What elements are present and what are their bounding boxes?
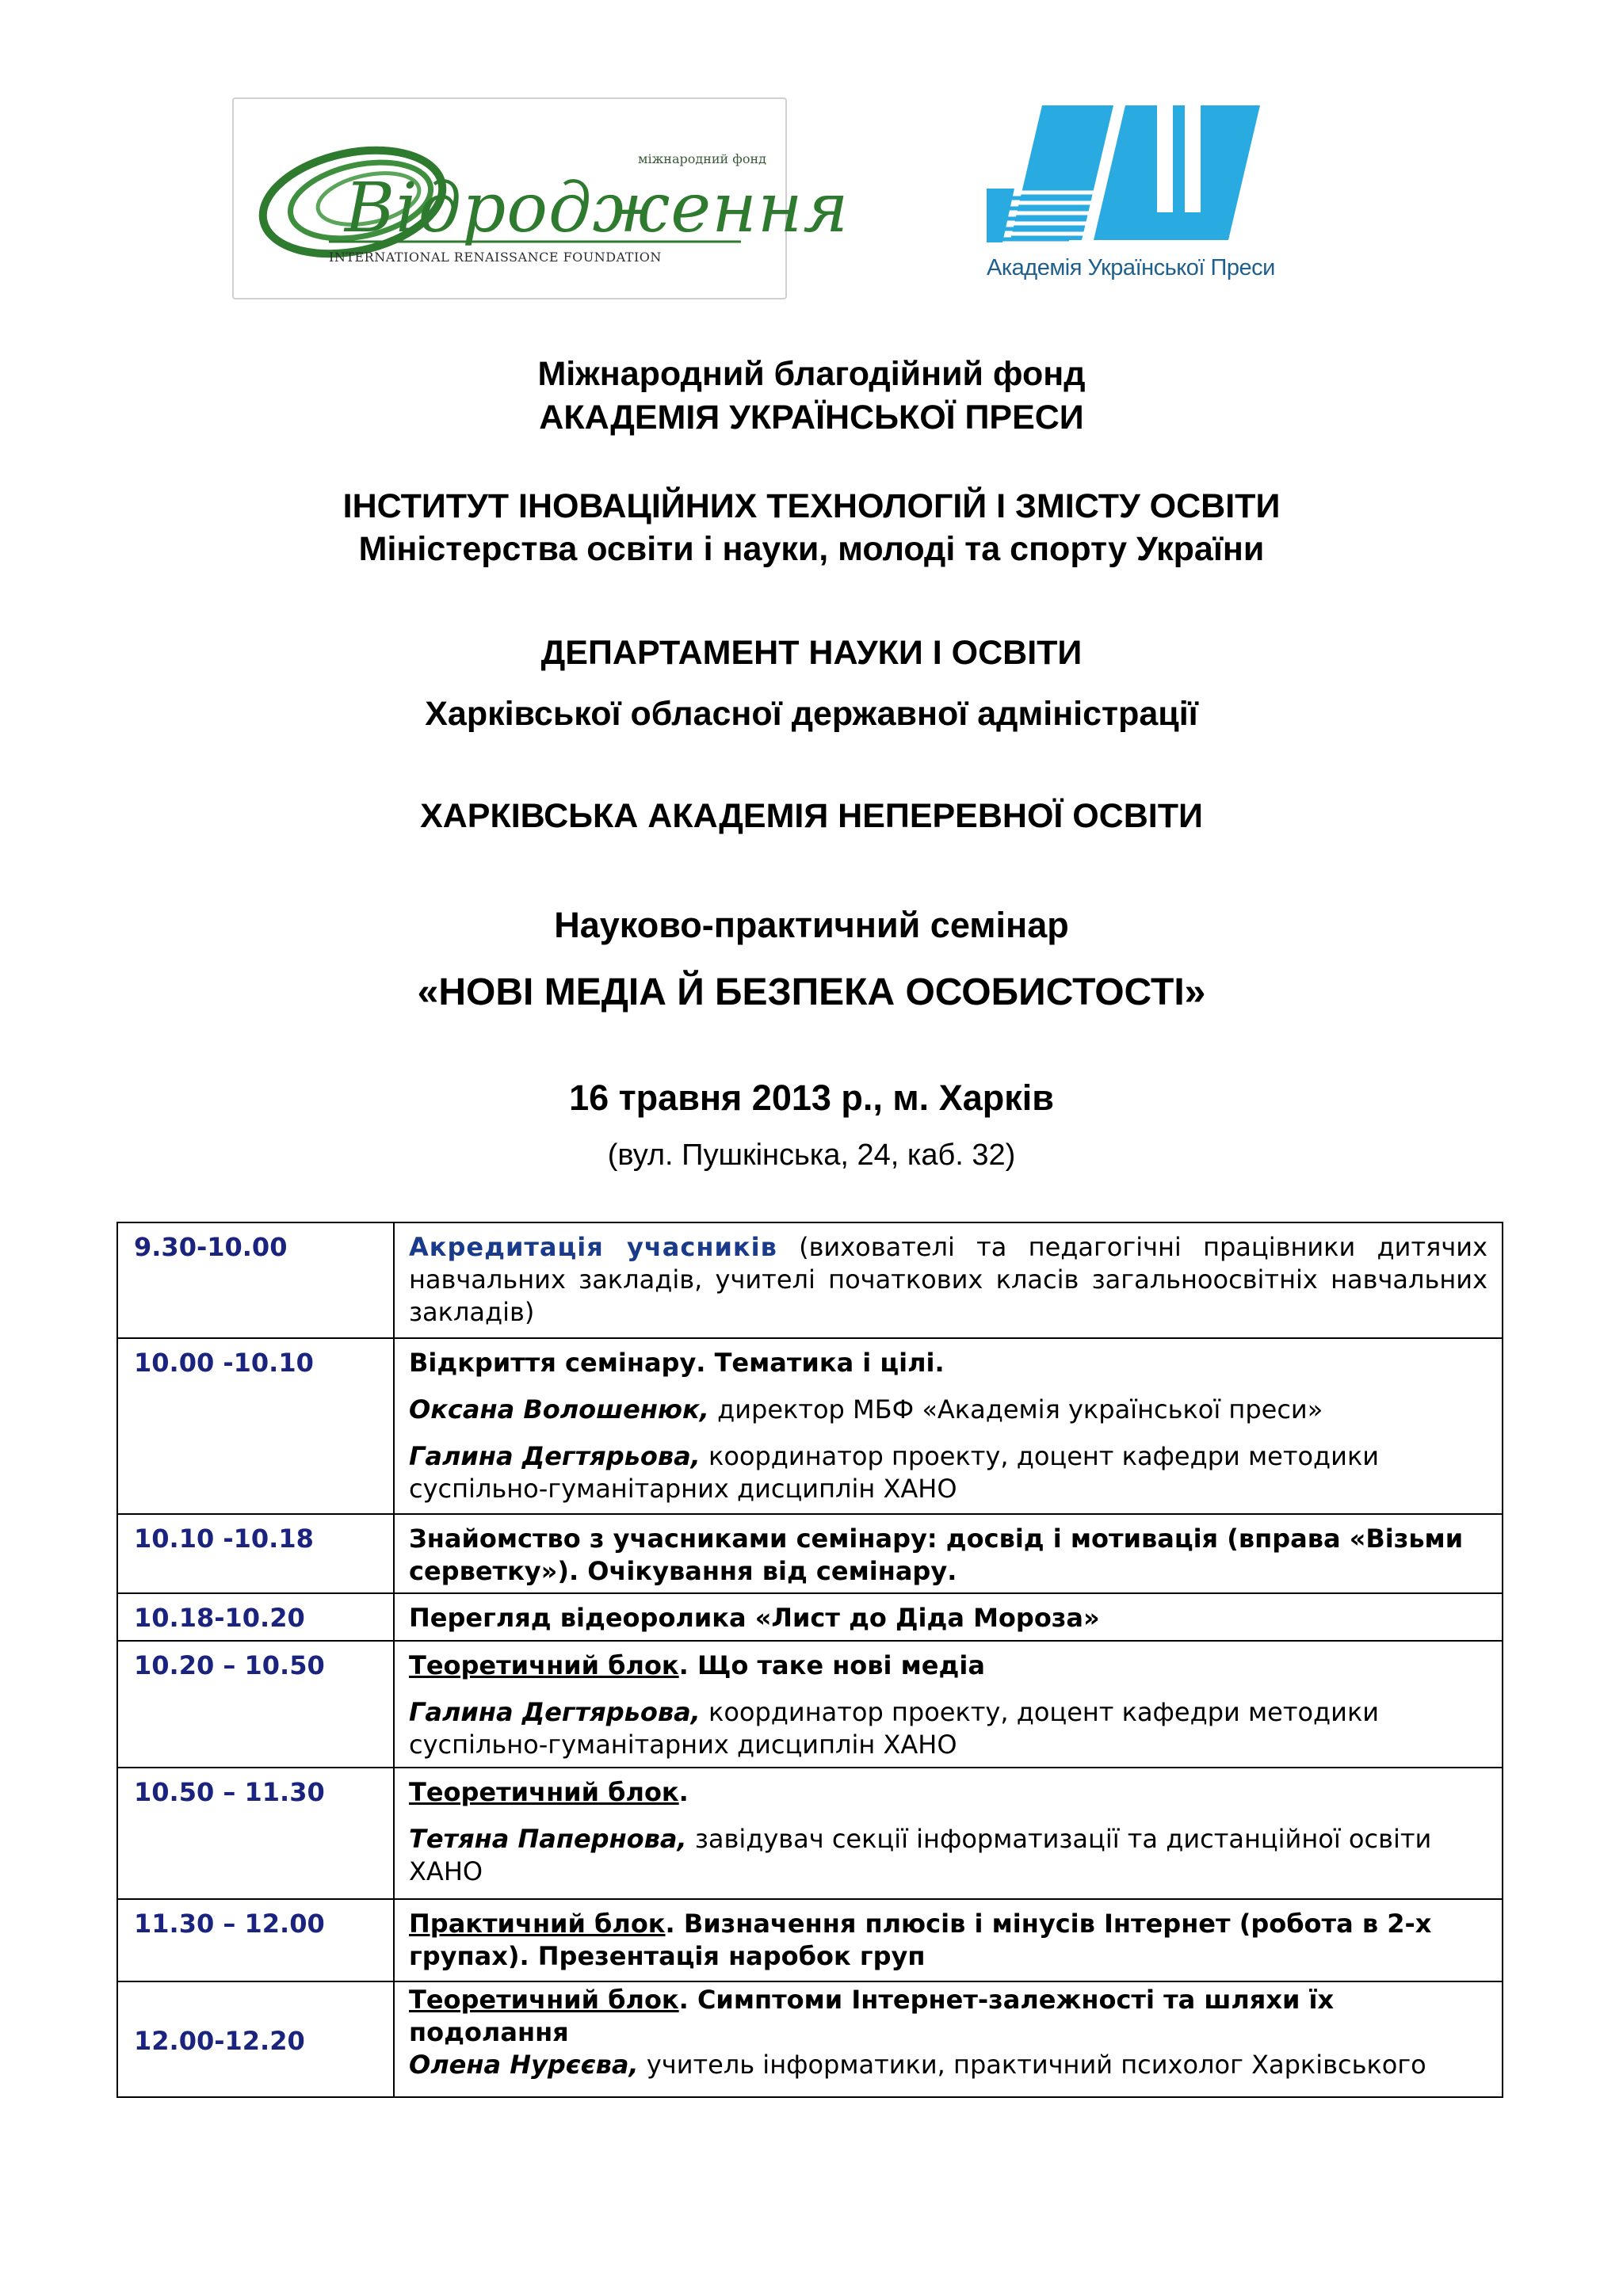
description-cell [394,1641,1503,1768]
table-row [117,1899,1503,1981]
renaissance-english-caption: INTERNATIONAL RENAISSANCE FOUNDATION [329,250,662,265]
session-title: . Визначення плюсів і мінусів Інтернет (робота в 2-х групах). Презентація наробок груп [409,1909,1432,1971]
time-cell: 10.50 – 11.30 [117,1768,394,1899]
event-type: Науково-практичний семінар [554,905,1069,945]
description-cell [394,1222,1503,1338]
org2-line2: Міністерства освіти і науки, молоді та спорту України [358,530,1265,568]
org3-line2: Харківської обласної державної адміністрації [425,695,1198,733]
time-cell: 9.30-10.00 [117,1222,394,1338]
event-address: (вул. Пушкінська, 24, каб. 32) [607,1138,1016,1172]
org3-line1: ДЕПАРТАМЕНТ НАУКИ І ОСВІТИ [540,634,1083,672]
speaker-name: Олена Нурєєва, [409,2049,639,2080]
description-cell [394,1981,1503,2097]
session-title: Знайомство з учасниками семінару: досвід і мотивація (вправа «Візьми серветку»). Очікування від семінару. [409,1524,1464,1586]
table-row [117,1981,1503,2097]
description-cell [394,1593,1503,1641]
speaker-role: учитель інформатики, практичний психолог Харківського [638,2049,1426,2080]
event-date-place: 16 травня 2013 р., м. Харків [569,1077,1054,1118]
renaissance-foundation-logo [232,97,850,299]
time-cell: 10.20 – 10.50 [117,1641,394,1768]
speaker-name: Оксана Волошенюк, [409,1394,709,1425]
block-label: Теоретичний блок [409,1777,679,1807]
time-cell: 11.30 – 12.00 [117,1899,394,1981]
session-title: . Симптоми Інтернет-залежності та шляхи їх подолання [409,1985,1335,2047]
speaker-role: директор МБФ «Академія української преси» [708,1394,1323,1425]
time-cell: 10.10 -10.18 [117,1514,394,1593]
speaker-role: координатор проекту, доцент кафедри методики суспільно-гуманітарних дисциплін ХАНО [409,1696,1380,1760]
description-cell [394,1768,1503,1899]
table-row [117,1641,1503,1768]
time-cell: 12.00-12.20 [117,1981,394,2097]
speaker-role: координатор проекту, доцент кафедри методики суспільно-гуманітарних дисциплін ХАНО [409,1440,1380,1504]
table-row [117,1514,1503,1593]
table-row [117,1222,1503,1338]
speaker-name: Тетяна Папернова, [409,1823,687,1854]
block-label: Теоретичний блок [409,1985,679,2015]
event-title: «НОВІ МЕДІА Й БЕЗПЕКА ОСОБИСТОСТІ» [417,971,1206,1013]
academy-press-logo [987,101,1275,292]
schedule-table [116,1222,1503,2098]
org1-line2: АКАДЕМІЯ УКРАЇНСЬКОЇ ПРЕСИ [539,399,1084,437]
academy-press-emblem-icon [987,101,1264,252]
session-title: Перегляд відеоролика «Лист до Діда Мороза» [409,1603,1100,1633]
time-cell: 10.00 -10.10 [117,1338,394,1514]
renaissance-small-caption: міжнародний фонд [638,151,766,166]
speaker-name: Галина Дегтярьова, [409,1696,701,1727]
org2-line1: ІНСТИТУТ ІНОВАЦІЙНИХ ТЕХНОЛОГІЙ І ЗМІСТУ ОСВІТИ [342,487,1281,525]
speaker-name: Галина Дегтярьова, [409,1440,701,1471]
time-cell: 10.18-10.20 [117,1593,394,1641]
org1-line1: Міжнародний благодійний фонд [537,355,1086,393]
session-title: Відкриття семінару. Тематика і цілі. [409,1348,945,1378]
description-text: (вихователі та педагогічні працівники дитячих навчальних закладів, учителі початкових класів загальноосвітніх навчальних закладів) [409,1232,1488,1327]
description-cell [394,1899,1503,1981]
block-label: Практичний блок [409,1909,666,1939]
session-title: . [678,1777,689,1807]
speaker-role: завідувач секції інформатизації та дистанційної освіти ХАНО [409,1823,1432,1886]
renaissance-word: Відродження [345,169,850,248]
description-cell [394,1514,1503,1593]
table-row [117,1338,1503,1514]
org4-line1: ХАРКІВСЬКА АКАДЕМІЯ НЕПЕРЕВНОЇ ОСВІТИ [420,797,1203,835]
session-title: . Що таке нові медіа [678,1650,985,1680]
academy-press-caption: Академія Української Преси [987,255,1275,280]
table-row [117,1593,1503,1641]
block-label: Теоретичний блок [409,1650,679,1680]
description-cell [394,1338,1503,1514]
table-row [117,1768,1503,1899]
accreditation-title: Акредитація учасників [409,1232,777,1262]
